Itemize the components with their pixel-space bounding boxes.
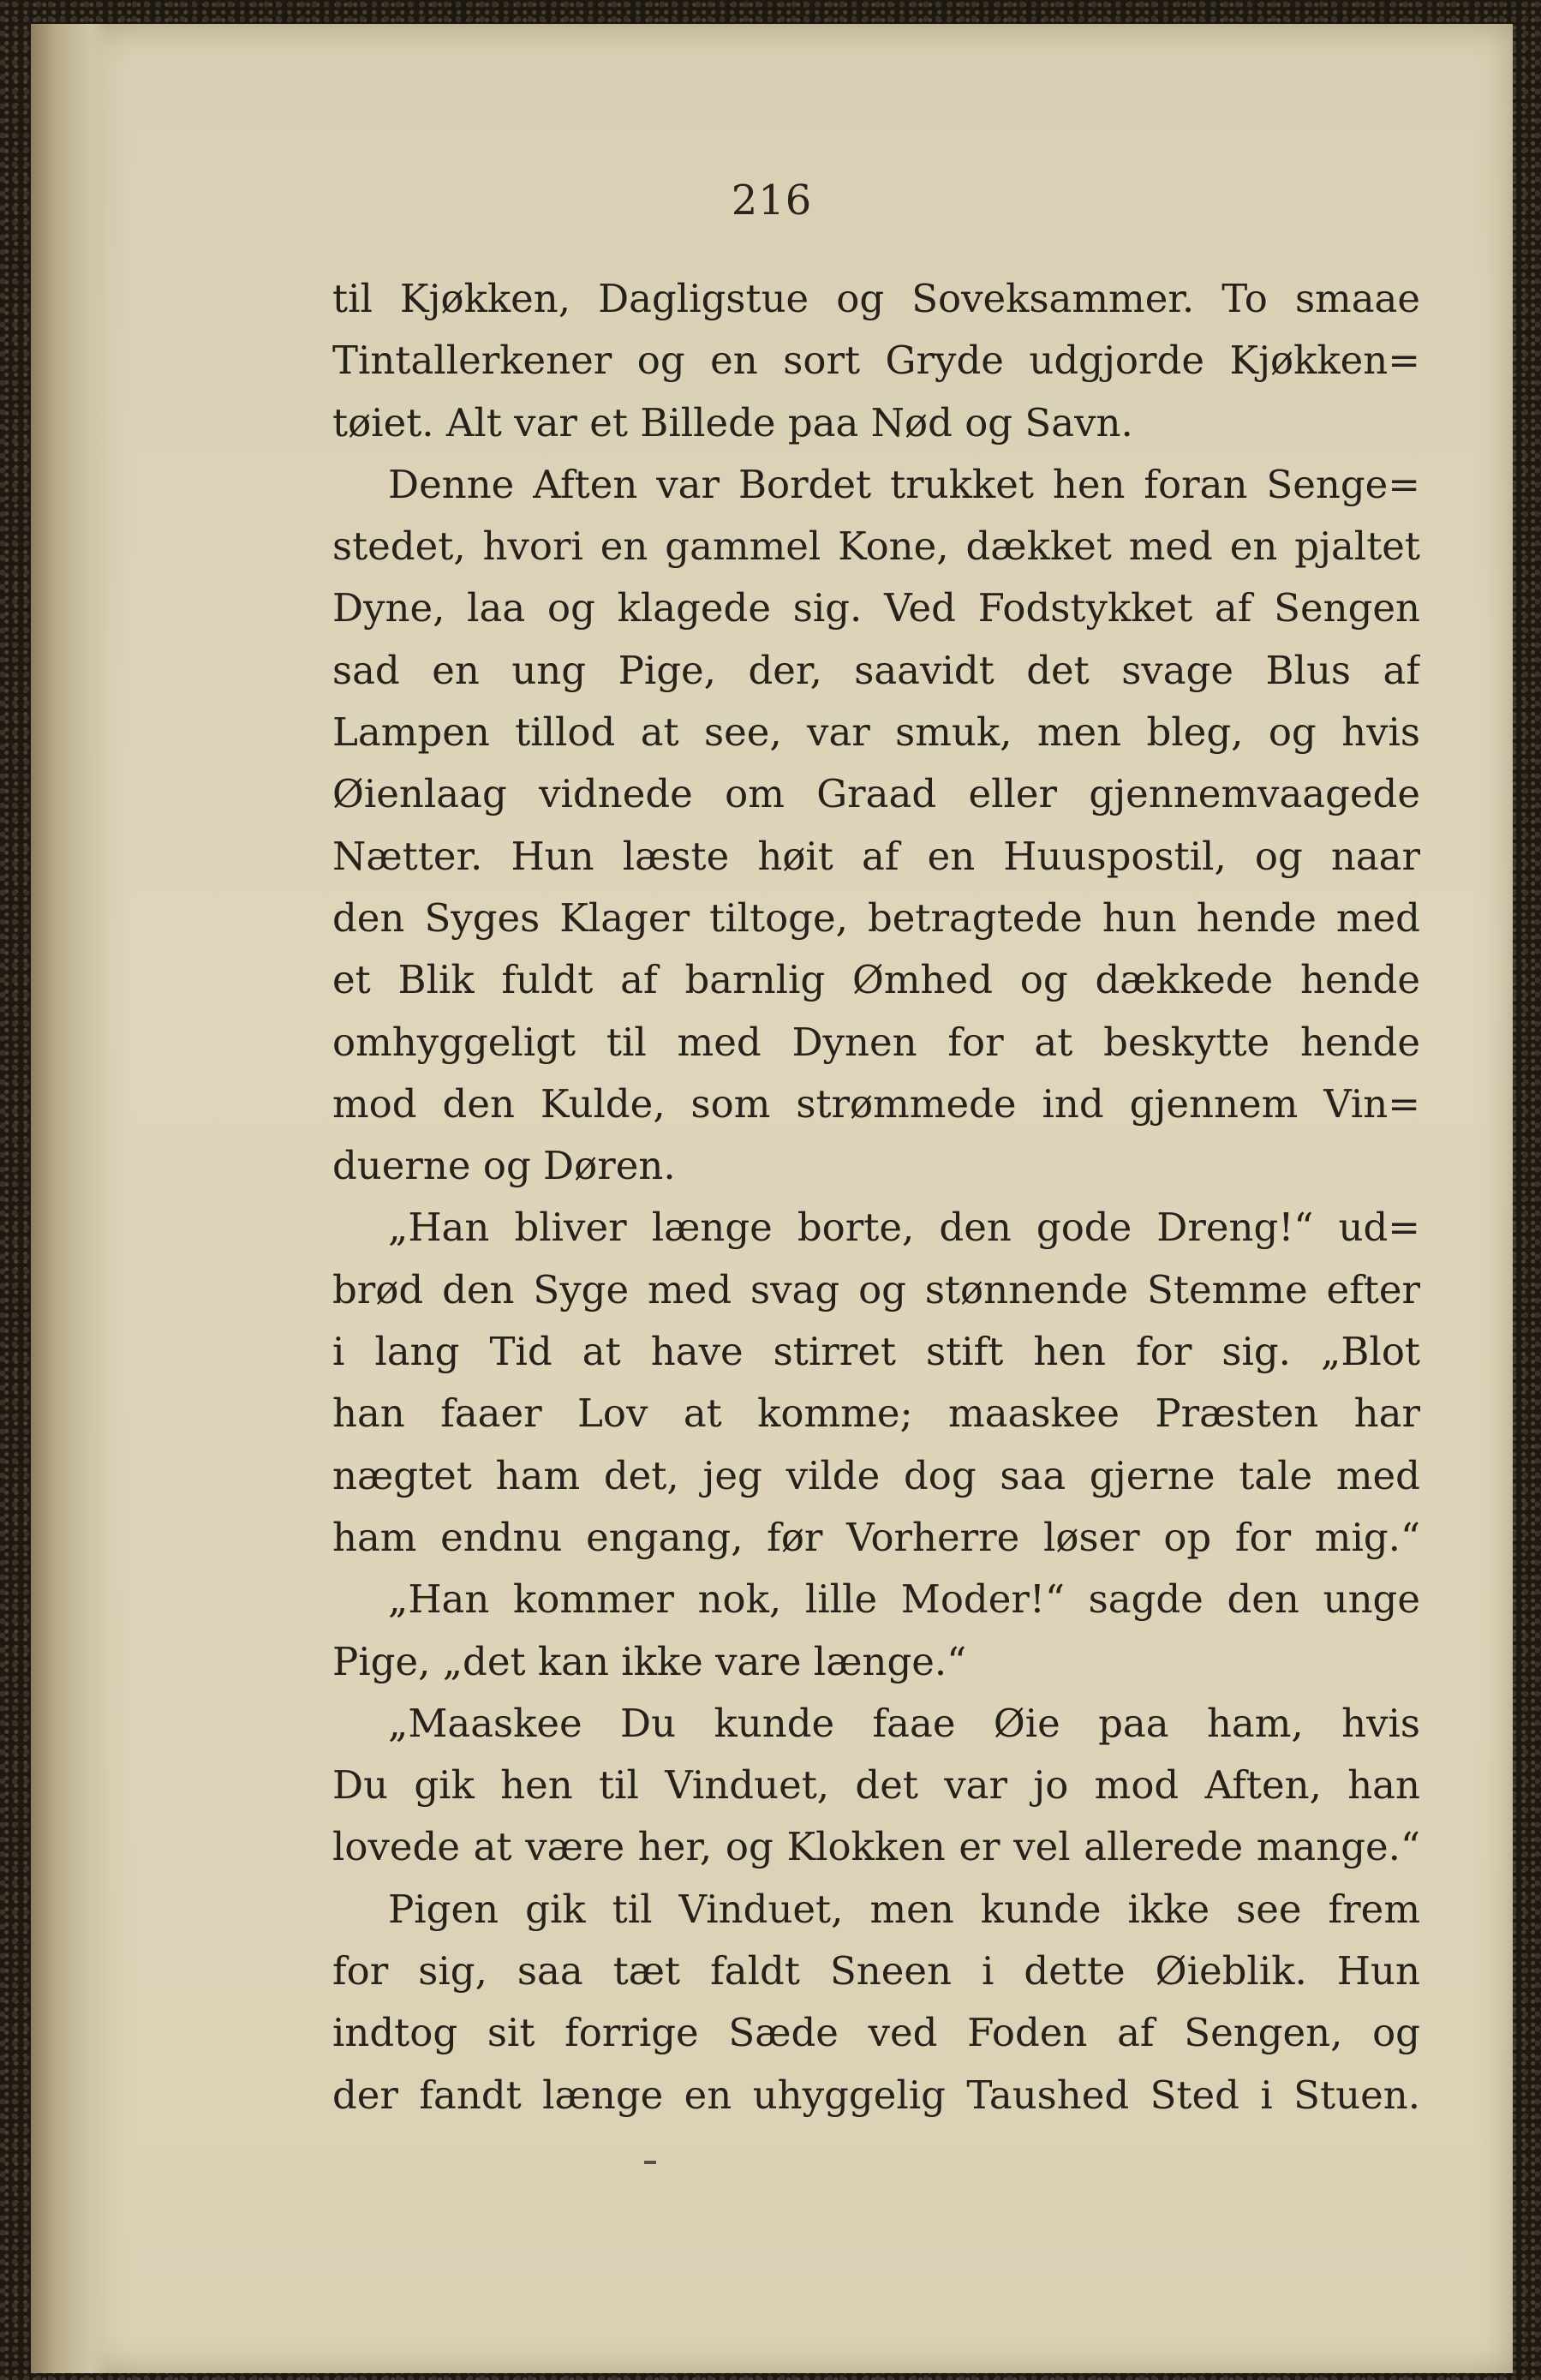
text-line: tøiet. Alt var et Billede paa Nød og Savn. (332, 399, 1133, 446)
text-line: indtog sit forrige Sæde ved Foden af Sengen, og (332, 2010, 1420, 2056)
page-gutter (31, 24, 108, 2373)
text-line: Lampen tillod at see, var smuk, men bleg, og hvis (332, 709, 1420, 756)
text-line: lovede at være her, og Klokken er vel allerede mange.“ (332, 1824, 1420, 1870)
page-number: 216 (731, 176, 813, 224)
text-line: Denne Aften var Bordet trukket hen foran Senge= (388, 461, 1420, 507)
text-line: Pige, „det kan ikke vare længe.“ (332, 1638, 967, 1684)
text-line: „Han kommer nok, lille Moder!“ sagde den unge (388, 1576, 1420, 1623)
page-end-mark (644, 2161, 656, 2164)
text-line: Nætter. Hun læste høit af en Huuspostil, og naar (332, 833, 1420, 879)
text-line: for sig, saa tæt faldt Sneen i dette Øieblik. Hun (332, 1948, 1420, 1994)
text-line: „Maaskee Du kunde faae Øie paa ham, hvis (388, 1700, 1420, 1746)
text-line: nægtet ham det, jeg vilde dog saa gjerne tale med (332, 1452, 1420, 1498)
text-line: mod den Kulde, som strømmede ind gjennem Vin= (332, 1080, 1420, 1127)
text-line: Pigen gik til Vinduet, men kunde ikke see frem (388, 1886, 1420, 1932)
text-line: Øienlaag vidnede om Graad eller gjennemvaagede (332, 771, 1420, 817)
text-line: ham endnu engang, før Vorherre løser op for mig.“ (332, 1514, 1420, 1560)
book-page (31, 24, 1513, 2373)
text-line: der fandt længe en uhyggelig Taushed Sted i Stuen. (332, 2072, 1420, 2118)
text-line: Tintallerkener og en sort Gryde udgjorde Kjøkken= (332, 338, 1420, 384)
text-line: til Kjøkken, Dagligstue og Soveksammer. To smaae (332, 276, 1420, 321)
text-line: Dyne, laa og klagede sig. Ved Fodstykket af Sengen (332, 585, 1420, 631)
text-line: sad en ung Pige, der, saavidt det svage Blus af (332, 647, 1420, 693)
text-line: i lang Tid at have stirret stift hen for sig. „Blot (332, 1329, 1420, 1375)
text-line: stedet, hvori en gammel Kone, dækket med en pjaltet (332, 523, 1420, 570)
text-line: omhyggeligt til med Dynen for at beskytte hende (332, 1019, 1420, 1065)
text-line: han faaer Lov at komme; maaskee Præsten har (332, 1390, 1420, 1437)
text-line: brød den Syge med svag og stønnende Stemme efter (332, 1266, 1420, 1313)
text-line: duerne og Døren. (332, 1143, 676, 1189)
text-line: Du gik hen til Vinduet, det var jo mod Aften, han (332, 1762, 1420, 1809)
text-line: „Han bliver længe borte, den gode Dreng!“ ud= (388, 1205, 1420, 1251)
body-text (332, 268, 1420, 2126)
text-line: et Blik fuldt af barnlig Ømhed og dækkede hende (332, 957, 1420, 1003)
text-line: den Syges Klager tiltoge, betragtede hun hende med (332, 894, 1420, 941)
